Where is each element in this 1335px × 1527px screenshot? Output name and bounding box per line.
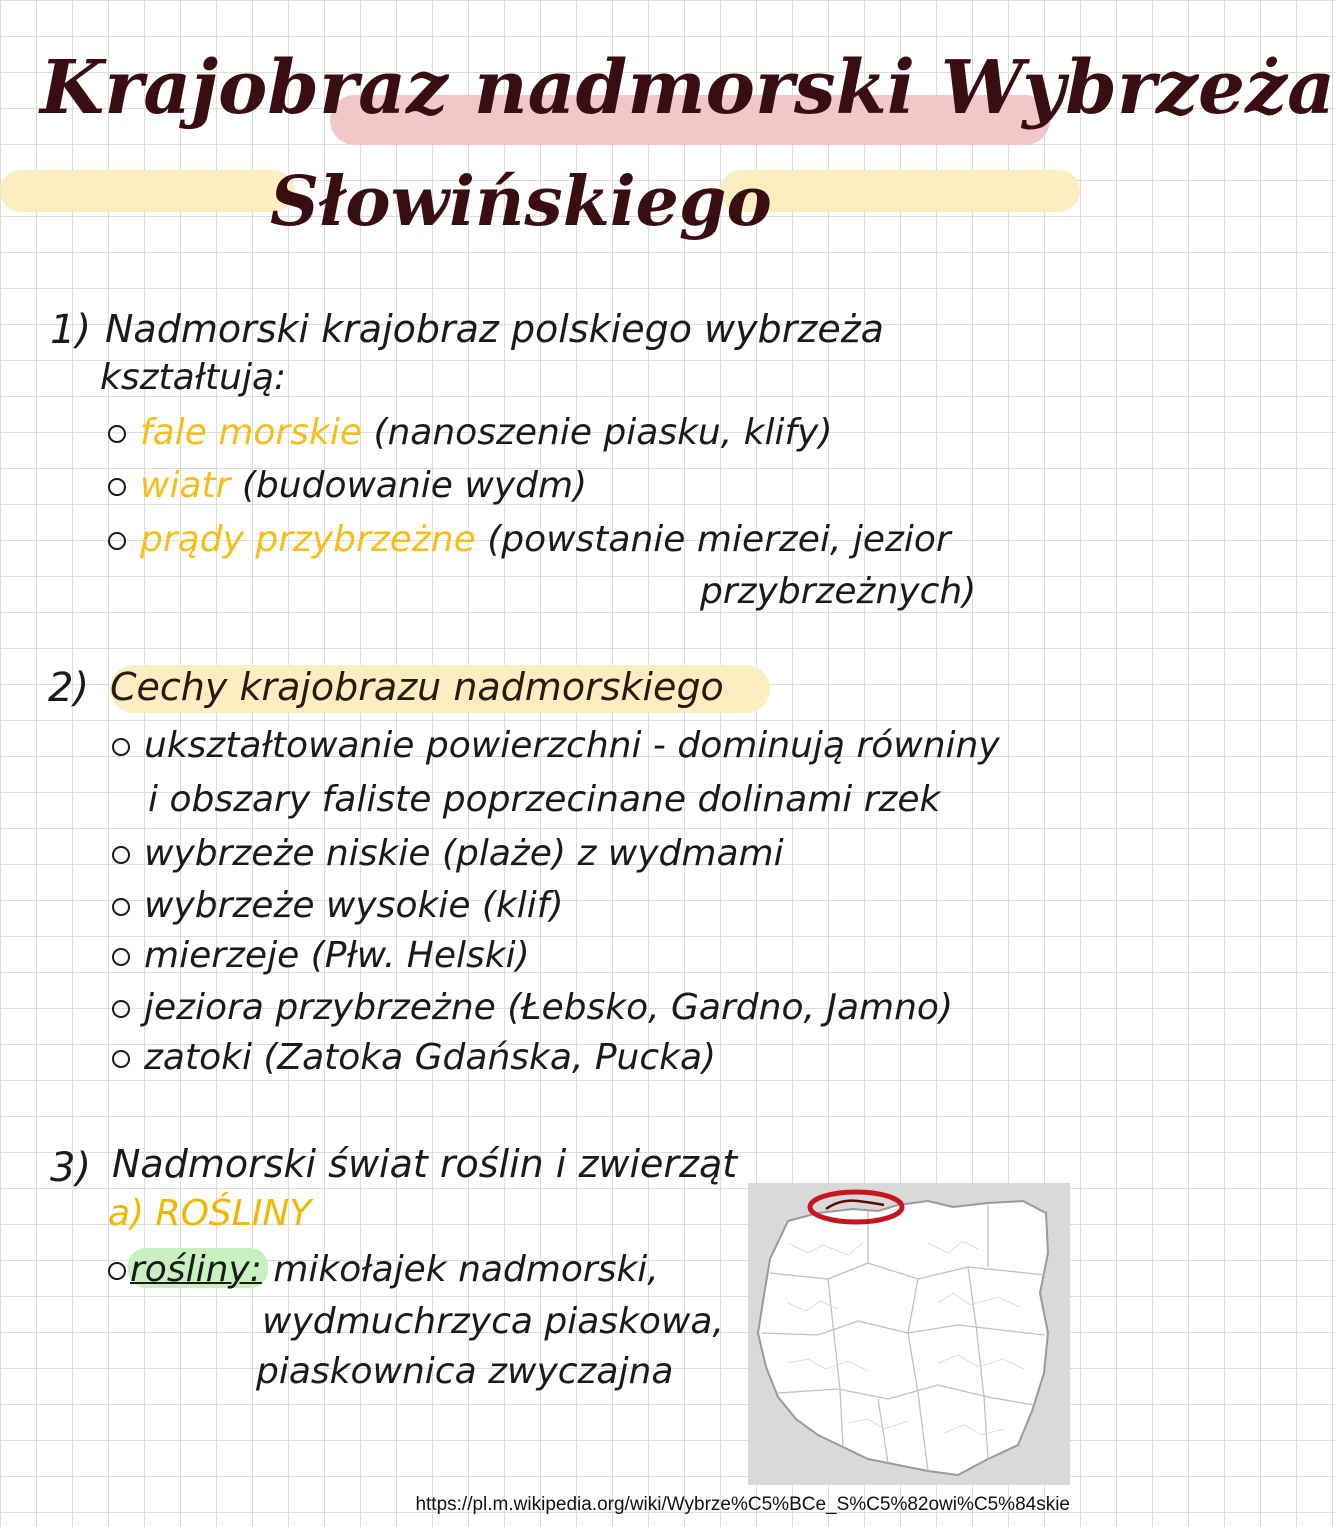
section1-heading-cont: kształtują: [100,357,287,398]
section2-number: 2) [48,665,90,711]
section1-item [108,465,588,506]
bullet-icon [112,1050,130,1068]
section3-subheading: a) ROŚLINY [108,1193,312,1234]
poland-map [748,1183,1070,1485]
section1-number: 1) [50,307,92,353]
section2-item: wybrzeże niskie (plaże) z wydmami [112,836,784,872]
section2-item: jeziora przybrzeżne (Łebsko, Gardno, Jamno) [112,990,953,1026]
plant-item: mikołajek nadmorski, [273,1249,659,1290]
item-key: prądy przybrzeżne [140,519,476,560]
item-text: (powstanie mierzei, jezior [487,519,951,560]
section3-number: 3) [50,1145,92,1191]
section1-item [108,519,951,560]
plants-label-row [108,1249,659,1290]
bullet-icon [112,948,130,966]
page-title-line1: Krajobraz nadmorski Wybrzeża [40,45,1335,131]
bullet-icon [112,898,130,916]
section2-item: zatoki (Zatoka Gdańska, Pucka) [112,1040,716,1076]
section1-item-cont: przybrzeżnych) [700,571,977,612]
bullet-icon [112,846,130,864]
section3-heading: Nadmorski świat roślin i zwierząt [112,1142,738,1186]
plants-label: rośliny: [130,1249,262,1290]
bullet-icon [108,1262,126,1280]
section2-item: mierzeje (Płw. Helski) [112,938,530,974]
plant-item: piaskownica zwyczajna [256,1351,674,1392]
poland-outline [758,1201,1048,1475]
bullet-icon [108,425,126,443]
item-text: (nanoszenie piasku, klify) [373,412,833,453]
bullet-icon [108,478,126,496]
section1-heading: Nadmorski krajobraz polskiego wybrzeża [105,307,884,351]
item-text: (budowanie wydm) [241,465,588,506]
title-yellow-highlight-left [0,170,295,212]
item-key: wiatr [140,465,231,506]
section2-item: ukształtowanie powierzchni - dominują równiny [112,728,1000,764]
section1-item [108,412,833,453]
plant-item: wydmuchrzyca piaskowa, [262,1301,724,1342]
section2-heading: Cechy krajobrazu nadmorskiego [110,665,724,709]
bullet-icon [112,738,130,756]
title-yellow-highlight-right [720,170,1080,212]
section2-item-cont: i obszary faliste poprzecinane dolinami rzek [148,779,941,820]
bullet-icon [108,532,126,550]
item-key: fale morskie [140,412,362,453]
poland-map-svg [748,1183,1070,1485]
page-title-line2: Słowińskiego [270,162,772,242]
section2-item: wybrzeże wysokie (klif) [112,888,564,924]
bullet-icon [112,1000,130,1018]
source-url[interactable]: https://pl.m.wikipedia.org/wiki/Wybrze%C5%BCe_S%C5%82owi%C5%84skie [415,1494,1070,1515]
